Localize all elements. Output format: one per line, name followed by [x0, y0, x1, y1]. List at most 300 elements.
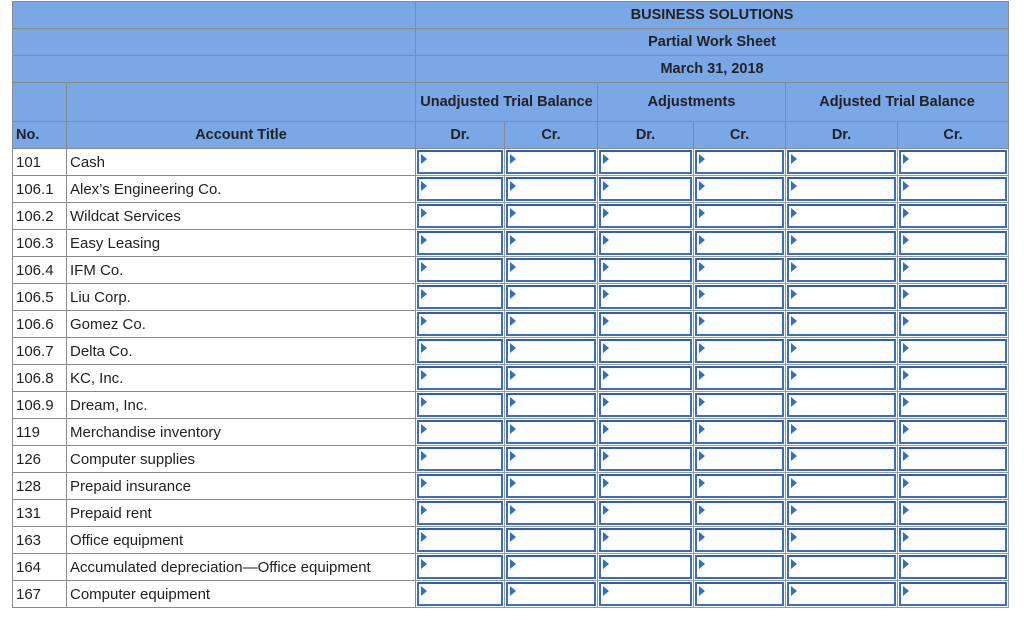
- account-number: 106.1: [13, 176, 67, 203]
- adjustments-dr-input[interactable]: [599, 285, 692, 309]
- input-marker-icon: [603, 532, 609, 542]
- adjustments-cr-input[interactable]: [695, 474, 784, 498]
- entry-cell: [416, 554, 505, 581]
- adjusted-cr-input[interactable]: [899, 501, 1007, 525]
- table-row: [13, 473, 1009, 500]
- entry-cell: [786, 203, 898, 230]
- unadjusted-dr-input[interactable]: [417, 231, 503, 255]
- unadjusted-cr-input[interactable]: [506, 150, 596, 174]
- input-marker-icon: [791, 343, 797, 353]
- unadjusted-cr-input[interactable]: [506, 555, 596, 579]
- adjustments-dr-input[interactable]: [599, 366, 692, 390]
- input-marker-icon: [903, 505, 909, 515]
- entry-cell: [694, 257, 786, 284]
- adjusted-dr-input[interactable]: [787, 501, 896, 525]
- entry-cell: [416, 284, 505, 311]
- input-marker-icon: [699, 370, 705, 380]
- input-marker-icon: [903, 289, 909, 299]
- header-blank: [67, 83, 416, 122]
- header-blank: [13, 56, 416, 83]
- unadjusted-dr-input[interactable]: [417, 339, 503, 363]
- input-marker-icon: [421, 451, 427, 461]
- unadjusted-cr-input[interactable]: [506, 231, 596, 255]
- adjustments-cr-input[interactable]: [695, 555, 784, 579]
- adjusted-cr-input[interactable]: [899, 150, 1007, 174]
- input-marker-icon: [791, 235, 797, 245]
- input-marker-icon: [421, 154, 427, 164]
- unadjusted-cr-input[interactable]: [506, 366, 596, 390]
- account-rows: [13, 149, 1009, 608]
- adjusted-cr-input[interactable]: [899, 555, 1007, 579]
- adjusted-dr-input[interactable]: [787, 231, 896, 255]
- account-number: 131: [13, 500, 67, 527]
- entry-cell: [598, 581, 694, 608]
- input-marker-icon: [603, 154, 609, 164]
- adjustments-dr-input[interactable]: [599, 177, 692, 201]
- entry-cell: [694, 500, 786, 527]
- adjustments-cr-input[interactable]: [695, 150, 784, 174]
- adjustments-dr-input[interactable]: [599, 231, 692, 255]
- input-marker-icon: [510, 451, 516, 461]
- input-marker-icon: [421, 235, 427, 245]
- account-title: Wildcat Services: [67, 203, 416, 230]
- input-marker-icon: [510, 208, 516, 218]
- input-marker-icon: [603, 397, 609, 407]
- entry-cell: [505, 257, 598, 284]
- entry-cell: [786, 473, 898, 500]
- entry-cell: [598, 392, 694, 419]
- unadjusted-dr-input[interactable]: [417, 285, 503, 309]
- adjusted-dr-input[interactable]: [787, 312, 896, 336]
- adjustments-cr-input[interactable]: [695, 339, 784, 363]
- entry-cell: [694, 392, 786, 419]
- entry-cell: [694, 473, 786, 500]
- input-marker-icon: [603, 208, 609, 218]
- adjusted-cr-input[interactable]: [899, 231, 1007, 255]
- account-title: Computer supplies: [67, 446, 416, 473]
- entry-cell: [505, 554, 598, 581]
- unadjusted-cr-input[interactable]: [506, 204, 596, 228]
- adjusted-cr-input[interactable]: [899, 528, 1007, 552]
- entry-cell: [898, 392, 1009, 419]
- unadjusted-dr-input[interactable]: [417, 204, 503, 228]
- adjustments-dr-input[interactable]: [599, 582, 692, 606]
- input-marker-icon: [603, 289, 609, 299]
- input-marker-icon: [510, 343, 516, 353]
- input-marker-icon: [791, 478, 797, 488]
- input-marker-icon: [699, 397, 705, 407]
- account-title: Prepaid rent: [67, 500, 416, 527]
- input-marker-icon: [421, 424, 427, 434]
- unadjusted-dr-input[interactable]: [417, 420, 503, 444]
- adjustments-dr-input[interactable]: [599, 501, 692, 525]
- entry-cell: [898, 338, 1009, 365]
- entry-cell: [416, 392, 505, 419]
- input-marker-icon: [510, 559, 516, 569]
- entry-cell: [786, 149, 898, 176]
- adjustments-dr-input[interactable]: [599, 150, 692, 174]
- adjustments-dr-input[interactable]: [599, 393, 692, 417]
- table-row: [13, 284, 1009, 311]
- input-marker-icon: [603, 451, 609, 461]
- unadjusted-cr-input[interactable]: [506, 393, 596, 417]
- entry-cell: [505, 500, 598, 527]
- adjustments-cr-input[interactable]: [695, 420, 784, 444]
- entry-cell: [505, 203, 598, 230]
- input-marker-icon: [699, 235, 705, 245]
- input-marker-icon: [421, 289, 427, 299]
- header-blank: [13, 83, 67, 122]
- entry-cell: [898, 527, 1009, 554]
- account-title: Prepaid insurance: [67, 473, 416, 500]
- adjusted-cr-input[interactable]: [899, 366, 1007, 390]
- unadjusted-cr-input[interactable]: [506, 447, 596, 471]
- unadjusted-cr-input[interactable]: [506, 339, 596, 363]
- input-marker-icon: [510, 154, 516, 164]
- company-name: BUSINESS SOLUTIONS: [416, 2, 1009, 29]
- unadjusted-cr-input[interactable]: [506, 474, 596, 498]
- table-row: [13, 230, 1009, 257]
- adjusted-cr-input[interactable]: [899, 285, 1007, 309]
- adjusted-dr-input[interactable]: [787, 204, 896, 228]
- entry-cell: [898, 257, 1009, 284]
- adjustments-dr-input[interactable]: [599, 339, 692, 363]
- input-marker-icon: [699, 586, 705, 596]
- entry-cell: [598, 500, 694, 527]
- unadjusted-cr-input[interactable]: [506, 528, 596, 552]
- input-marker-icon: [699, 559, 705, 569]
- adjusted-dr-input[interactable]: [787, 528, 896, 552]
- entry-cell: [786, 176, 898, 203]
- adjustments-cr-input[interactable]: [695, 447, 784, 471]
- unadjusted-dr-input[interactable]: [417, 501, 503, 525]
- adjusted-cr-input[interactable]: [899, 258, 1007, 282]
- unadjusted-cr-input[interactable]: [506, 312, 596, 336]
- input-marker-icon: [699, 208, 705, 218]
- input-marker-icon: [603, 370, 609, 380]
- unadjusted-dr-input[interactable]: [417, 555, 503, 579]
- unadjusted-dr-input[interactable]: [417, 447, 503, 471]
- input-marker-icon: [699, 154, 705, 164]
- entry-cell: [898, 284, 1009, 311]
- table-row: [13, 500, 1009, 527]
- adjusted-dr-input[interactable]: [787, 474, 896, 498]
- entry-cell: [694, 284, 786, 311]
- input-marker-icon: [699, 289, 705, 299]
- column-header-account-title: Account Title: [67, 122, 416, 149]
- table-row: [13, 527, 1009, 554]
- entry-cell: [505, 230, 598, 257]
- adjustments-cr-input[interactable]: [695, 258, 784, 282]
- input-marker-icon: [510, 235, 516, 245]
- entry-cell: [598, 554, 694, 581]
- adjusted-cr-input[interactable]: [899, 177, 1007, 201]
- adjustments-cr-input[interactable]: [695, 501, 784, 525]
- adjusted-dr-input[interactable]: [787, 420, 896, 444]
- unadjusted-dr-input[interactable]: [417, 528, 503, 552]
- adjustments-cr-input[interactable]: [695, 528, 784, 552]
- entry-cell: [598, 365, 694, 392]
- input-marker-icon: [510, 424, 516, 434]
- adjusted-dr-input[interactable]: [787, 177, 896, 201]
- input-marker-icon: [791, 370, 797, 380]
- group-adjustments: Adjustments: [598, 83, 786, 122]
- adjusted-cr-input[interactable]: [899, 339, 1007, 363]
- adjustments-dr-input[interactable]: [599, 258, 692, 282]
- unadjusted-dr-input[interactable]: [417, 474, 503, 498]
- entry-cell: [598, 338, 694, 365]
- column-header-no: No.: [13, 122, 67, 149]
- entry-cell: [416, 338, 505, 365]
- input-marker-icon: [699, 343, 705, 353]
- header-blank: [13, 2, 416, 29]
- input-marker-icon: [903, 235, 909, 245]
- table-row: [13, 581, 1009, 608]
- input-marker-icon: [510, 397, 516, 407]
- unadjusted-cr-input[interactable]: [506, 420, 596, 444]
- column-header-adjustments-dr: Dr.: [598, 122, 694, 149]
- input-marker-icon: [603, 424, 609, 434]
- table-row: [13, 311, 1009, 338]
- unadjusted-cr-input[interactable]: [506, 582, 596, 606]
- entry-cell: [898, 203, 1009, 230]
- account-title: KC, Inc.: [67, 365, 416, 392]
- group-adjusted-trial-balance: Adjusted Trial Balance: [786, 83, 1009, 122]
- input-marker-icon: [510, 505, 516, 515]
- input-marker-icon: [791, 532, 797, 542]
- unadjusted-dr-input[interactable]: [417, 366, 503, 390]
- table-row: [13, 203, 1009, 230]
- adjustments-dr-input[interactable]: [599, 528, 692, 552]
- entry-cell: [694, 203, 786, 230]
- input-marker-icon: [510, 370, 516, 380]
- adjustments-cr-input[interactable]: [695, 204, 784, 228]
- entry-cell: [598, 230, 694, 257]
- adjusted-dr-input[interactable]: [787, 285, 896, 309]
- account-number: 126: [13, 446, 67, 473]
- adjustments-dr-input[interactable]: [599, 555, 692, 579]
- input-marker-icon: [421, 262, 427, 272]
- adjusted-cr-input[interactable]: [899, 312, 1007, 336]
- input-marker-icon: [603, 586, 609, 596]
- entry-cell: [694, 527, 786, 554]
- entry-cell: [505, 473, 598, 500]
- input-marker-icon: [791, 397, 797, 407]
- sheet-title: Partial Work Sheet: [416, 29, 1009, 56]
- adjusted-dr-input[interactable]: [787, 555, 896, 579]
- input-marker-icon: [791, 289, 797, 299]
- entry-cell: [694, 419, 786, 446]
- input-marker-icon: [791, 559, 797, 569]
- input-marker-icon: [903, 397, 909, 407]
- unadjusted-dr-input[interactable]: [417, 582, 503, 606]
- adjustments-dr-input[interactable]: [599, 447, 692, 471]
- adjustments-cr-input[interactable]: [695, 366, 784, 390]
- input-marker-icon: [421, 478, 427, 488]
- input-marker-icon: [903, 424, 909, 434]
- account-number: 106.7: [13, 338, 67, 365]
- entry-cell: [598, 257, 694, 284]
- entry-cell: [694, 338, 786, 365]
- input-marker-icon: [421, 586, 427, 596]
- input-marker-icon: [510, 532, 516, 542]
- entry-cell: [694, 176, 786, 203]
- entry-cell: [898, 554, 1009, 581]
- entry-cell: [505, 581, 598, 608]
- unadjusted-dr-input[interactable]: [417, 258, 503, 282]
- input-marker-icon: [421, 208, 427, 218]
- account-title: Easy Leasing: [67, 230, 416, 257]
- entry-cell: [416, 527, 505, 554]
- adjustments-dr-input[interactable]: [599, 420, 692, 444]
- entry-cell: [505, 311, 598, 338]
- entry-cell: [416, 257, 505, 284]
- table-row: [13, 392, 1009, 419]
- adjusted-cr-input[interactable]: [899, 420, 1007, 444]
- adjusted-dr-input[interactable]: [787, 366, 896, 390]
- account-number: 101: [13, 149, 67, 176]
- account-title: Liu Corp.: [67, 284, 416, 311]
- table-row: [13, 446, 1009, 473]
- account-number: 119: [13, 419, 67, 446]
- adjusted-dr-input[interactable]: [787, 447, 896, 471]
- account-title: Cash: [67, 149, 416, 176]
- entry-cell: [416, 500, 505, 527]
- entry-cell: [786, 527, 898, 554]
- account-title: Alex’s Engineering Co.: [67, 176, 416, 203]
- entry-cell: [505, 527, 598, 554]
- account-number: 106.9: [13, 392, 67, 419]
- entry-cell: [786, 230, 898, 257]
- input-marker-icon: [903, 154, 909, 164]
- account-number: 128: [13, 473, 67, 500]
- table-row: [13, 338, 1009, 365]
- adjusted-dr-input[interactable]: [787, 339, 896, 363]
- entry-cell: [505, 419, 598, 446]
- input-marker-icon: [903, 586, 909, 596]
- adjustments-cr-input[interactable]: [695, 177, 784, 201]
- entry-cell: [786, 392, 898, 419]
- adjustments-dr-input[interactable]: [599, 204, 692, 228]
- account-title: Computer equipment: [67, 581, 416, 608]
- input-marker-icon: [791, 208, 797, 218]
- input-marker-icon: [903, 559, 909, 569]
- adjustments-cr-input[interactable]: [695, 393, 784, 417]
- table-row: [13, 176, 1009, 203]
- input-marker-icon: [791, 424, 797, 434]
- input-marker-icon: [699, 532, 705, 542]
- input-marker-icon: [791, 262, 797, 272]
- unadjusted-dr-input[interactable]: [417, 177, 503, 201]
- account-title: Office equipment: [67, 527, 416, 554]
- unadjusted-cr-input[interactable]: [506, 177, 596, 201]
- adjustments-cr-input[interactable]: [695, 285, 784, 309]
- unadjusted-cr-input[interactable]: [506, 501, 596, 525]
- entry-cell: [898, 419, 1009, 446]
- entry-cell: [786, 500, 898, 527]
- input-marker-icon: [510, 181, 516, 191]
- input-marker-icon: [603, 478, 609, 488]
- input-marker-icon: [699, 316, 705, 326]
- table-row: [13, 257, 1009, 284]
- adjusted-dr-input[interactable]: [787, 393, 896, 417]
- column-header-adjustments-cr: Cr.: [694, 122, 786, 149]
- entry-cell: [505, 176, 598, 203]
- adjustments-dr-input[interactable]: [599, 312, 692, 336]
- input-marker-icon: [421, 316, 427, 326]
- entry-cell: [898, 473, 1009, 500]
- entry-cell: [598, 473, 694, 500]
- input-marker-icon: [510, 289, 516, 299]
- entry-cell: [598, 311, 694, 338]
- input-marker-icon: [699, 505, 705, 515]
- input-marker-icon: [699, 451, 705, 461]
- entry-cell: [898, 230, 1009, 257]
- input-marker-icon: [903, 370, 909, 380]
- adjustments-cr-input[interactable]: [695, 231, 784, 255]
- entry-cell: [898, 581, 1009, 608]
- unadjusted-cr-input[interactable]: [506, 258, 596, 282]
- adjusted-cr-input[interactable]: [899, 393, 1007, 417]
- unadjusted-dr-input[interactable]: [417, 312, 503, 336]
- adjustments-cr-input[interactable]: [695, 312, 784, 336]
- unadjusted-dr-input[interactable]: [417, 393, 503, 417]
- entry-cell: [505, 284, 598, 311]
- entry-cell: [786, 311, 898, 338]
- unadjusted-dr-input[interactable]: [417, 150, 503, 174]
- entry-cell: [694, 365, 786, 392]
- entry-cell: [786, 419, 898, 446]
- column-header-adjusted-cr: Cr.: [898, 122, 1009, 149]
- input-marker-icon: [791, 181, 797, 191]
- account-number: 163: [13, 527, 67, 554]
- table-row: [13, 149, 1009, 176]
- adjusted-cr-input[interactable]: [899, 447, 1007, 471]
- account-number: 106.2: [13, 203, 67, 230]
- input-marker-icon: [603, 181, 609, 191]
- entry-cell: [598, 203, 694, 230]
- adjustments-dr-input[interactable]: [599, 474, 692, 498]
- adjusted-cr-input[interactable]: [899, 474, 1007, 498]
- adjusted-cr-input[interactable]: [899, 204, 1007, 228]
- input-marker-icon: [603, 235, 609, 245]
- adjusted-dr-input[interactable]: [787, 258, 896, 282]
- entry-cell: [598, 527, 694, 554]
- input-marker-icon: [903, 181, 909, 191]
- input-marker-icon: [791, 505, 797, 515]
- account-title: Dream, Inc.: [67, 392, 416, 419]
- input-marker-icon: [903, 451, 909, 461]
- input-marker-icon: [421, 397, 427, 407]
- input-marker-icon: [903, 208, 909, 218]
- account-number: 106.8: [13, 365, 67, 392]
- entry-cell: [598, 446, 694, 473]
- adjustments-cr-input[interactable]: [695, 582, 784, 606]
- input-marker-icon: [421, 370, 427, 380]
- header-blank: [13, 29, 416, 56]
- column-header-unadjusted-dr: Dr.: [416, 122, 505, 149]
- input-marker-icon: [510, 586, 516, 596]
- input-marker-icon: [603, 343, 609, 353]
- entry-cell: [416, 230, 505, 257]
- unadjusted-cr-input[interactable]: [506, 285, 596, 309]
- adjusted-dr-input[interactable]: [787, 150, 896, 174]
- input-marker-icon: [510, 478, 516, 488]
- adjusted-dr-input[interactable]: [787, 582, 896, 606]
- entry-cell: [694, 149, 786, 176]
- entry-cell: [598, 284, 694, 311]
- adjusted-cr-input[interactable]: [899, 582, 1007, 606]
